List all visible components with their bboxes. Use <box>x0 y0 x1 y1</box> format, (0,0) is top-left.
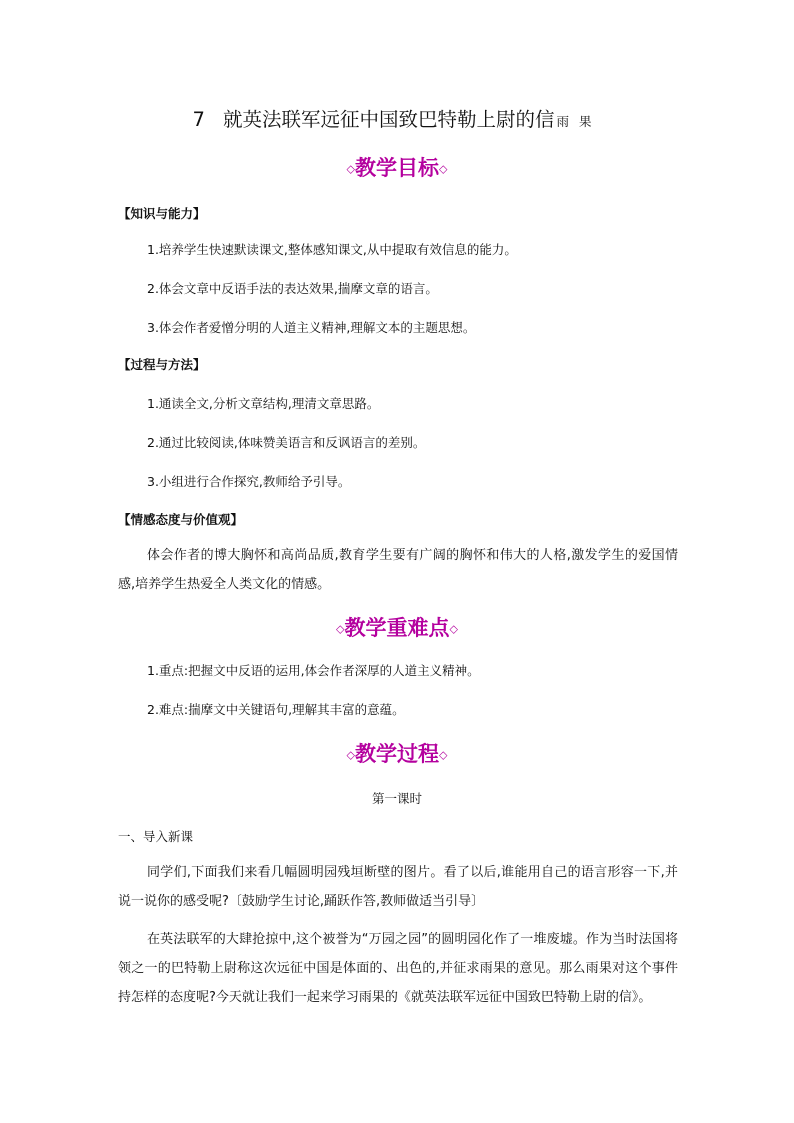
knowledge-item: 2.体会文章中反语手法的表达效果,揣摩文章的语言。 <box>147 281 438 296</box>
diamond-icon: ◇ <box>439 748 448 762</box>
process-section-label: 【过程与方法】 <box>118 357 206 372</box>
diamond-icon: ◇ <box>346 748 355 762</box>
objectives-heading <box>0 152 794 182</box>
knowledge-item: 3.体会作者爱憎分明的人道主义精神,理解文本的主题思想。 <box>147 320 476 335</box>
diamond-icon: ◇ <box>449 622 458 636</box>
intro-paragraph: 同学们,下面我们来看几幅圆明园残垣断壁的图片。看了以后,谁能用自己的语言形容一下,并说一说你的感受呢?〔鼓励学生讨论,踊跃作答,教师做适当引导〕 <box>118 865 678 909</box>
step-heading: 一、导入新课 <box>118 829 194 844</box>
document-title <box>0 104 794 132</box>
author-name: 雨果 <box>556 114 602 129</box>
keypoint-item: 2.难点:揣摩文中关键语句,理解其丰富的意蕴。 <box>147 702 405 717</box>
attitude-section-label: 【情感态度与价值观】 <box>118 512 244 527</box>
lesson-title: 就英法联军远征中国致巴特勒上尉的信 <box>222 108 555 131</box>
lesson-period: 第一课时 <box>371 791 422 806</box>
procedure-heading-text: 教学过程 <box>355 742 439 766</box>
keypoint-item: 1.重点:把握文中反语的运用,体会作者深厚的人道主义精神。 <box>147 663 480 678</box>
keypoints-heading-text: 教学重难点 <box>344 616 450 640</box>
process-item: 2.通过比较阅读,体味赞美语言和反讽语言的差别。 <box>147 435 426 450</box>
attitude-paragraph: 体会作者的博大胸怀和高尚品质,教育学生要有广阔的胸怀和伟大的人格,激发学生的爱国情感,培养学生热爱全人类文化的情感。 <box>118 548 678 592</box>
lesson-number: 7 <box>192 108 205 131</box>
knowledge-section-label: 【知识与能力】 <box>118 206 206 221</box>
process-item: 3.小组进行合作探究,教师给予引导。 <box>147 474 351 489</box>
objectives-heading-text: 教学目标 <box>355 156 439 180</box>
knowledge-item: 1.培养学生快速默读课文,整体感知课文,从中提取有效信息的能力。 <box>147 242 517 257</box>
keypoints-heading <box>0 612 794 642</box>
diamond-icon: ◇ <box>336 622 345 636</box>
diamond-icon: ◇ <box>346 162 355 176</box>
diamond-icon: ◇ <box>439 162 448 176</box>
context-paragraph: 在英法联军的大肆抢掠中,这个被誉为“万园之园”的圆明园化作了一堆废墟。作为当时法国将领之一的巴特勒上尉称这次远征中国是体面的、出色的,并征求雨果的意见。那么雨果对这个事件持怎样的态度呢?今天就让我们一起来学习雨果的《就英法联军远征中国致巴特勒上尉的信》。 <box>118 932 678 1005</box>
procedure-heading <box>0 738 794 768</box>
process-item: 1.通读全文,分析文章结构,理清文章思路。 <box>147 396 380 411</box>
